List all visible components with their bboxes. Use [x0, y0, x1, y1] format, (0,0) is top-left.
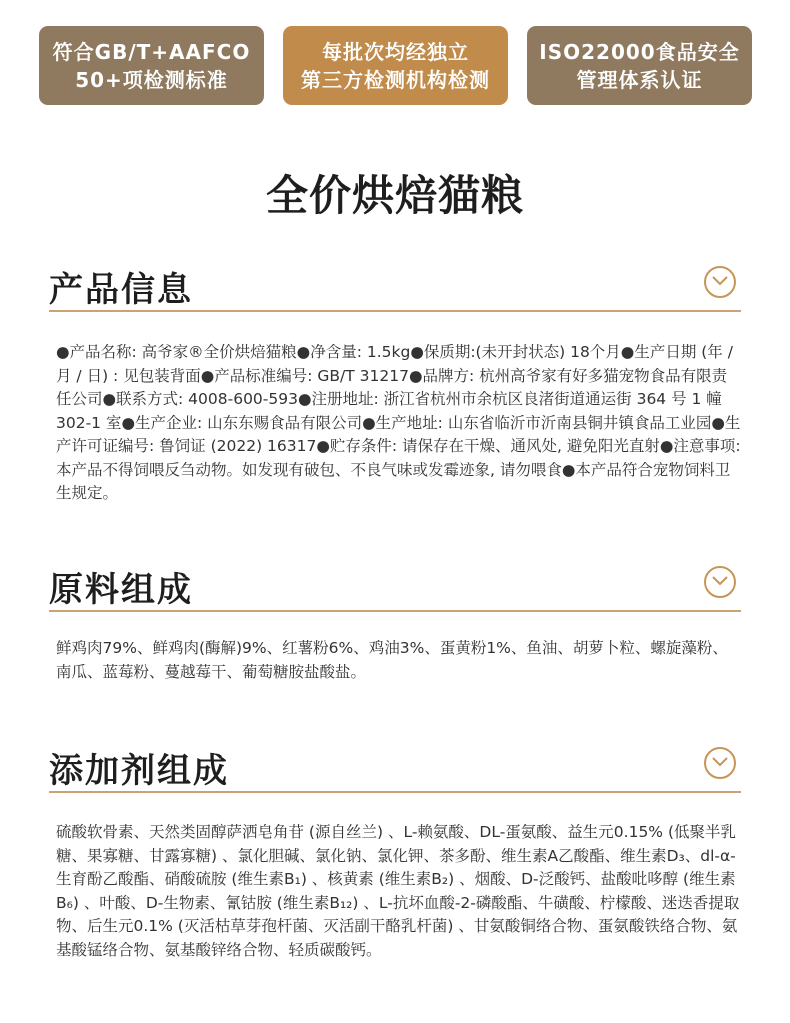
- badge-third-party: [283, 26, 508, 105]
- chevron-down-icon[interactable]: [704, 266, 736, 298]
- chevron-down-icon[interactable]: [704, 747, 736, 779]
- section-text-ingredients: 鲜鸡肉79%、鲜鸡肉(酶解)9%、红薯粉6%、鸡油3%、蛋黄粉1%、鱼油、胡萝卜粒、螺旋藻粉、南瓜、蓝莓粉、蔓越莓干、葡萄糖胺盐酸盐。: [56, 639, 728, 681]
- badge-line: 符合GB/T+AAFCO: [52, 39, 251, 64]
- badge-line: 每批次均经独立: [322, 39, 469, 64]
- section-heading: 原料组成: [49, 570, 193, 610]
- badge-line: 管理体系认证: [576, 67, 703, 92]
- page-title: 全价烘焙猫粮: [265, 171, 524, 220]
- badge-line: 50+项检测标准: [75, 67, 228, 92]
- section-header-ingredients[interactable]: [49, 562, 741, 612]
- section-text-info: ●产品名称: 高爷家®全价烘焙猫粮●净含量: 1.5kg●保质期:(未开封状态) 18个月●生产日期 (年 / 月 / 日) : 见包装背面●产品标准编号: GB/T 31217●品牌方: 杭州高爷家有好多猫宠物食品有限责任公司●联系方式: 4008-600-593●注册地址: 浙江省杭州市余杭区良渚街道通运街 364 号 1 幢 302-1 室●生产企业: 山东东赐食品有限公司●生产地址: 山东省临沂市沂南县铜井镇食品工业园●生产许可证编号: 鲁饲证 (2022) 16317●贮存条件: 请保存在干燥、通风处, 避免阳光直射●注意事项: 本产品不得饲喂反刍动物。如发现有破包、不良气味或发霉迹象, 请勿喂食●本产品符合宠物饲料卫生规定。: [56, 343, 741, 502]
- badge-iso: [527, 26, 752, 105]
- badge-standards: [39, 26, 264, 105]
- section-heading: 产品信息: [49, 270, 193, 310]
- section-heading: 添加剂组成: [49, 751, 229, 791]
- badge-row: [39, 26, 752, 105]
- badge-line: 第三方检测机构检测: [301, 67, 490, 92]
- section-text-additives: 硫酸软骨素、天然类固醇萨洒皂角苷 (源自丝兰) 、L-赖氨酸、DL-蛋氨酸、益生元0.15% (低聚半乳糖、果寡糖、甘露寡糖) 、氯化胆碱、氯化钠、氯化钾、茶多酚、维生素A乙酸酯、维生素D₃、dl-α-生育酚乙酸酯、硝酸硫胺 (维生素B₁) 、核黄素 (维生素B₂) 、烟酸、D-泛酸钙、盐酸吡哆醇 (维生素B₆) 、叶酸、D-生物素、氰钴胺 (维生素B₁₂) 、L-抗坏血酸-2-磷酸酯、牛磺酸、柠檬酸、迷迭香提取物、后生元0.1% (灭活枯草芽孢杆菌、灭活副干酪乳杆菌) 、甘氨酸铜络合物、蛋氨酸铁络合物、氨基酸锰络合物、氨基酸锌络合物、轻质碳酸钙。: [56, 823, 740, 959]
- badge-line: ISO22000食品安全: [539, 39, 740, 64]
- section-header-info[interactable]: [49, 262, 741, 312]
- chevron-down-icon[interactable]: [704, 566, 736, 598]
- section-header-additives[interactable]: [49, 743, 741, 793]
